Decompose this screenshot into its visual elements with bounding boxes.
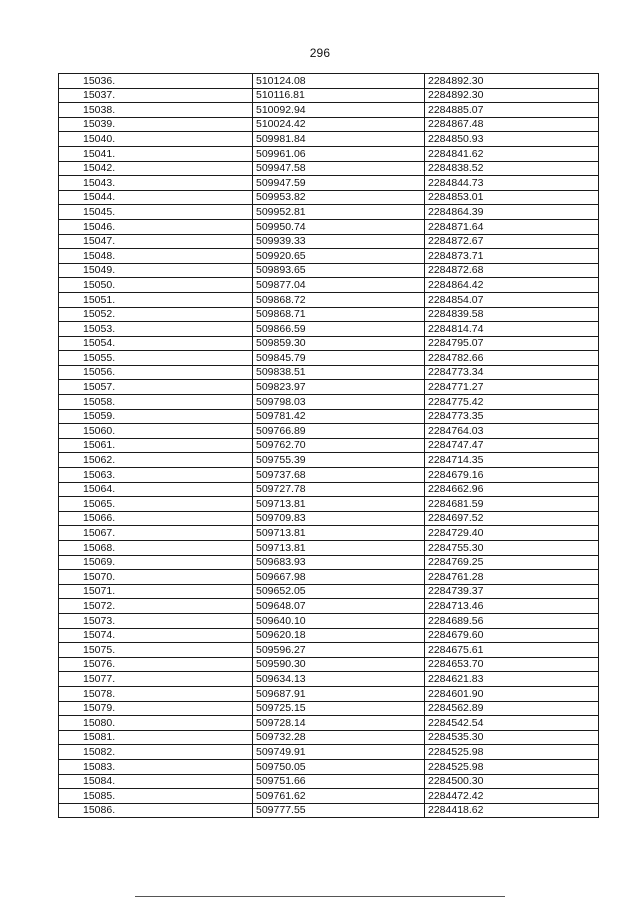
y-coordinate-cell: 2284854.07 (425, 292, 599, 307)
y-coordinate-cell: 2284769.25 (425, 555, 599, 570)
table-row (59, 278, 599, 293)
table-row (59, 570, 599, 585)
point-id-cell: 15049. (59, 263, 253, 278)
table-row (59, 672, 599, 687)
table-row (59, 249, 599, 264)
x-coordinate-cell: 509859.30 (253, 336, 425, 351)
point-id-cell: 15071. (59, 584, 253, 599)
table-row (59, 74, 599, 89)
y-coordinate-cell: 2284892.30 (425, 74, 599, 89)
y-coordinate-cell: 2284864.42 (425, 278, 599, 293)
point-id-cell: 15074. (59, 628, 253, 643)
x-coordinate-cell: 509749.91 (253, 745, 425, 760)
x-coordinate-cell: 509798.03 (253, 395, 425, 410)
point-id-cell: 15078. (59, 686, 253, 701)
x-coordinate-cell: 509713.81 (253, 541, 425, 556)
point-id-cell: 15055. (59, 351, 253, 366)
point-id-cell: 15068. (59, 541, 253, 556)
point-id-cell: 15059. (59, 409, 253, 424)
y-coordinate-cell: 2284867.48 (425, 117, 599, 132)
x-coordinate-cell: 509755.39 (253, 453, 425, 468)
y-coordinate-cell: 2284662.96 (425, 482, 599, 497)
x-coordinate-cell: 509667.98 (253, 570, 425, 585)
table-row (59, 88, 599, 103)
y-coordinate-cell: 2284892.30 (425, 88, 599, 103)
point-id-cell: 15079. (59, 701, 253, 716)
y-coordinate-cell: 2284871.64 (425, 219, 599, 234)
y-coordinate-cell: 2284850.93 (425, 132, 599, 147)
y-coordinate-cell: 2284814.74 (425, 322, 599, 337)
x-coordinate-cell: 509732.28 (253, 730, 425, 745)
point-id-cell: 15063. (59, 468, 253, 483)
x-coordinate-cell: 509687.91 (253, 686, 425, 701)
y-coordinate-cell: 2284873.71 (425, 249, 599, 264)
point-id-cell: 15039. (59, 117, 253, 132)
y-coordinate-cell: 2284773.35 (425, 409, 599, 424)
table-row (59, 395, 599, 410)
point-id-cell: 15040. (59, 132, 253, 147)
table-row (59, 438, 599, 453)
point-id-cell: 15065. (59, 497, 253, 512)
table-row (59, 628, 599, 643)
page-number: 296 (309, 46, 331, 60)
x-coordinate-cell: 509590.30 (253, 657, 425, 672)
point-id-cell: 15077. (59, 672, 253, 687)
x-coordinate-cell: 509652.05 (253, 584, 425, 599)
table-row (59, 789, 599, 804)
table-row (59, 482, 599, 497)
coordinate-table-body (59, 74, 599, 818)
x-coordinate-cell: 509725.15 (253, 701, 425, 716)
point-id-cell: 15086. (59, 803, 253, 818)
point-id-cell: 15069. (59, 555, 253, 570)
x-coordinate-cell: 509953.82 (253, 190, 425, 205)
table-row (59, 774, 599, 789)
point-id-cell: 15083. (59, 759, 253, 774)
table-row (59, 511, 599, 526)
point-id-cell: 15072. (59, 599, 253, 614)
point-id-cell: 15060. (59, 424, 253, 439)
x-coordinate-cell: 509620.18 (253, 628, 425, 643)
point-id-cell: 15073. (59, 613, 253, 628)
table-row (59, 190, 599, 205)
y-coordinate-cell: 2284525.98 (425, 759, 599, 774)
y-coordinate-cell: 2284621.83 (425, 672, 599, 687)
x-coordinate-cell: 509781.42 (253, 409, 425, 424)
x-coordinate-cell: 510116.81 (253, 88, 425, 103)
x-coordinate-cell: 509868.71 (253, 307, 425, 322)
y-coordinate-cell: 2284872.67 (425, 234, 599, 249)
x-coordinate-cell: 509845.79 (253, 351, 425, 366)
y-coordinate-cell: 2284653.70 (425, 657, 599, 672)
point-id-cell: 15053. (59, 322, 253, 337)
y-coordinate-cell: 2284872.68 (425, 263, 599, 278)
y-coordinate-cell: 2284601.90 (425, 686, 599, 701)
x-coordinate-cell: 509952.81 (253, 205, 425, 220)
point-id-cell: 15038. (59, 103, 253, 118)
point-id-cell: 15076. (59, 657, 253, 672)
x-coordinate-cell: 509868.72 (253, 292, 425, 307)
y-coordinate-cell: 2284841.62 (425, 146, 599, 161)
y-coordinate-cell: 2284795.07 (425, 336, 599, 351)
x-coordinate-cell: 509838.51 (253, 365, 425, 380)
x-coordinate-cell: 509877.04 (253, 278, 425, 293)
x-coordinate-cell: 509939.33 (253, 234, 425, 249)
coordinate-table (58, 73, 599, 818)
table-row (59, 497, 599, 512)
x-coordinate-cell: 509961.06 (253, 146, 425, 161)
table-row (59, 380, 599, 395)
point-id-cell: 15051. (59, 292, 253, 307)
point-id-cell: 15043. (59, 176, 253, 191)
table-row (59, 613, 599, 628)
table-row (59, 322, 599, 337)
x-coordinate-cell: 509750.05 (253, 759, 425, 774)
table-row (59, 686, 599, 701)
point-id-cell: 15044. (59, 190, 253, 205)
table-row (59, 468, 599, 483)
x-coordinate-cell: 509777.55 (253, 803, 425, 818)
table-row (59, 599, 599, 614)
table-row (59, 176, 599, 191)
table-row (59, 234, 599, 249)
point-id-cell: 15036. (59, 74, 253, 89)
y-coordinate-cell: 2284535.30 (425, 730, 599, 745)
table-row (59, 263, 599, 278)
y-coordinate-cell: 2284782.66 (425, 351, 599, 366)
y-coordinate-cell: 2284771.27 (425, 380, 599, 395)
y-coordinate-cell: 2284844.73 (425, 176, 599, 191)
table-row (59, 409, 599, 424)
point-id-cell: 15058. (59, 395, 253, 410)
page-bottom-rule (135, 896, 505, 897)
y-coordinate-cell: 2284761.28 (425, 570, 599, 585)
point-id-cell: 15047. (59, 234, 253, 249)
x-coordinate-cell: 510124.08 (253, 74, 425, 89)
point-id-cell: 15064. (59, 482, 253, 497)
table-row (59, 730, 599, 745)
table-row (59, 759, 599, 774)
x-coordinate-cell: 509766.89 (253, 424, 425, 439)
table-row (59, 555, 599, 570)
x-coordinate-cell: 509950.74 (253, 219, 425, 234)
point-id-cell: 15048. (59, 249, 253, 264)
x-coordinate-cell: 509947.59 (253, 176, 425, 191)
y-coordinate-cell: 2284853.01 (425, 190, 599, 205)
point-id-cell: 15052. (59, 307, 253, 322)
table-row (59, 526, 599, 541)
point-id-cell: 15075. (59, 643, 253, 658)
point-id-cell: 15082. (59, 745, 253, 760)
point-id-cell: 15070. (59, 570, 253, 585)
y-coordinate-cell: 2284885.07 (425, 103, 599, 118)
x-coordinate-cell: 509751.66 (253, 774, 425, 789)
y-coordinate-cell: 2284542.54 (425, 716, 599, 731)
x-coordinate-cell: 509762.70 (253, 438, 425, 453)
y-coordinate-cell: 2284679.60 (425, 628, 599, 643)
y-coordinate-cell: 2284472.42 (425, 789, 599, 804)
table-row (59, 701, 599, 716)
x-coordinate-cell: 509866.59 (253, 322, 425, 337)
table-row (59, 365, 599, 380)
x-coordinate-cell: 509683.93 (253, 555, 425, 570)
point-id-cell: 15042. (59, 161, 253, 176)
y-coordinate-cell: 2284739.37 (425, 584, 599, 599)
y-coordinate-cell: 2284775.42 (425, 395, 599, 410)
point-id-cell: 15056. (59, 365, 253, 380)
point-id-cell: 15037. (59, 88, 253, 103)
table-row (59, 146, 599, 161)
x-coordinate-cell: 509823.97 (253, 380, 425, 395)
point-id-cell: 15085. (59, 789, 253, 804)
table-row (59, 161, 599, 176)
y-coordinate-cell: 2284689.56 (425, 613, 599, 628)
y-coordinate-cell: 2284714.35 (425, 453, 599, 468)
x-coordinate-cell: 509947.58 (253, 161, 425, 176)
x-coordinate-cell: 509728.14 (253, 716, 425, 731)
y-coordinate-cell: 2284773.34 (425, 365, 599, 380)
y-coordinate-cell: 2284681.59 (425, 497, 599, 512)
y-coordinate-cell: 2284713.46 (425, 599, 599, 614)
table-row (59, 132, 599, 147)
point-id-cell: 15067. (59, 526, 253, 541)
point-id-cell: 15050. (59, 278, 253, 293)
point-id-cell: 15041. (59, 146, 253, 161)
table-row (59, 803, 599, 818)
point-id-cell: 15045. (59, 205, 253, 220)
point-id-cell: 15081. (59, 730, 253, 745)
y-coordinate-cell: 2284675.61 (425, 643, 599, 658)
x-coordinate-cell: 510024.42 (253, 117, 425, 132)
y-coordinate-cell: 2284839.58 (425, 307, 599, 322)
x-coordinate-cell: 509596.27 (253, 643, 425, 658)
table-row (59, 219, 599, 234)
table-row (59, 351, 599, 366)
x-coordinate-cell: 509640.10 (253, 613, 425, 628)
y-coordinate-cell: 2284838.52 (425, 161, 599, 176)
point-id-cell: 15057. (59, 380, 253, 395)
x-coordinate-cell: 509737.68 (253, 468, 425, 483)
table-row (59, 117, 599, 132)
point-id-cell: 15080. (59, 716, 253, 731)
x-coordinate-cell: 509648.07 (253, 599, 425, 614)
table-row (59, 541, 599, 556)
table-row (59, 292, 599, 307)
point-id-cell: 15061. (59, 438, 253, 453)
x-coordinate-cell: 509727.78 (253, 482, 425, 497)
table-row (59, 584, 599, 599)
x-coordinate-cell: 509920.65 (253, 249, 425, 264)
x-coordinate-cell: 509634.13 (253, 672, 425, 687)
table-row (59, 336, 599, 351)
y-coordinate-cell: 2284562.89 (425, 701, 599, 716)
x-coordinate-cell: 509709.83 (253, 511, 425, 526)
y-coordinate-cell: 2284418.62 (425, 803, 599, 818)
table-row (59, 103, 599, 118)
x-coordinate-cell: 509713.81 (253, 497, 425, 512)
y-coordinate-cell: 2284525.98 (425, 745, 599, 760)
point-id-cell: 15062. (59, 453, 253, 468)
table-row (59, 205, 599, 220)
point-id-cell: 15084. (59, 774, 253, 789)
point-id-cell: 15066. (59, 511, 253, 526)
table-row (59, 307, 599, 322)
table-row (59, 453, 599, 468)
x-coordinate-cell: 509893.65 (253, 263, 425, 278)
table-row (59, 716, 599, 731)
point-id-cell: 15054. (59, 336, 253, 351)
y-coordinate-cell: 2284764.03 (425, 424, 599, 439)
y-coordinate-cell: 2284755.30 (425, 541, 599, 556)
y-coordinate-cell: 2284747.47 (425, 438, 599, 453)
table-row (59, 745, 599, 760)
y-coordinate-cell: 2284697.52 (425, 511, 599, 526)
point-id-cell: 15046. (59, 219, 253, 234)
x-coordinate-cell: 509713.81 (253, 526, 425, 541)
y-coordinate-cell: 2284679.16 (425, 468, 599, 483)
table-row (59, 424, 599, 439)
table-row (59, 643, 599, 658)
x-coordinate-cell: 510092.94 (253, 103, 425, 118)
y-coordinate-cell: 2284500.30 (425, 774, 599, 789)
y-coordinate-cell: 2284729.40 (425, 526, 599, 541)
x-coordinate-cell: 509981.84 (253, 132, 425, 147)
table-row (59, 657, 599, 672)
y-coordinate-cell: 2284864.39 (425, 205, 599, 220)
x-coordinate-cell: 509761.62 (253, 789, 425, 804)
